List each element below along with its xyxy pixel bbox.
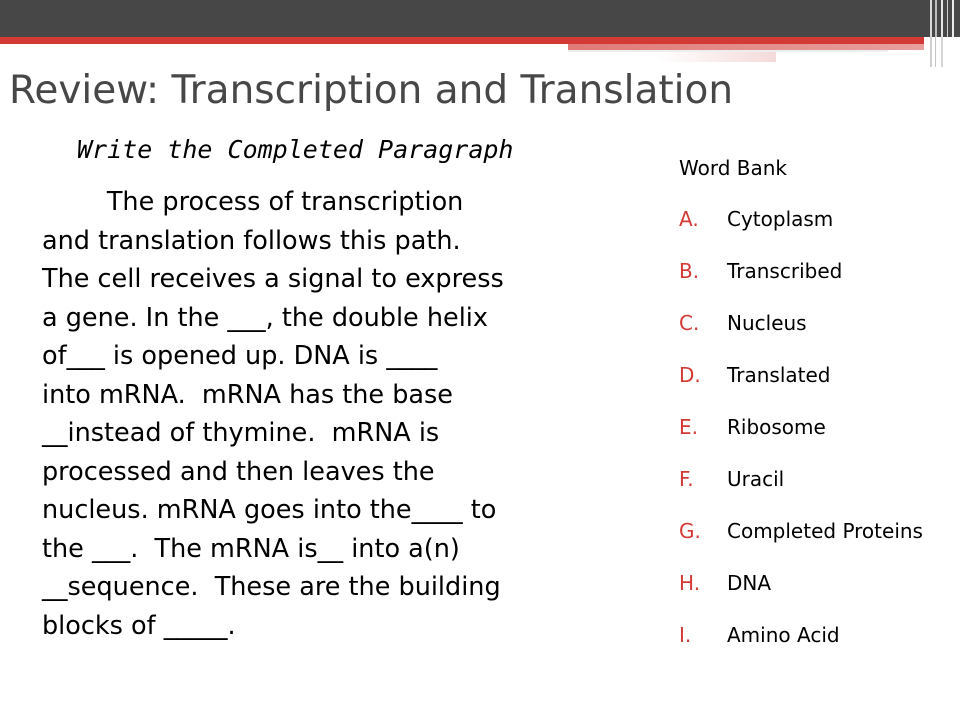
- word-bank-letter: D.: [679, 363, 701, 387]
- word-bank-word: Nucleus: [727, 311, 807, 335]
- word-bank-letter: A.: [679, 207, 699, 231]
- word-bank-word: Translated: [727, 363, 831, 387]
- word-bank-item: [679, 257, 923, 309]
- paragraph-line: nucleus. mRNA goes into the____ to: [42, 495, 497, 525]
- paragraph-line: into mRNA. mRNA has the base: [42, 379, 454, 410]
- word-bank-word: Completed Proteins: [727, 519, 923, 543]
- slide-subtitle: Write the Completed Paragraph: [77, 135, 514, 164]
- paragraph-line: processed and then leaves the: [42, 456, 435, 487]
- word-bank-letter: I.: [679, 623, 692, 647]
- accent-bar-tail: [656, 52, 776, 62]
- paragraph-line: blocks of _____.: [42, 610, 236, 641]
- word-bank-item: [679, 361, 923, 413]
- word-bank-word: Transcribed: [727, 259, 843, 283]
- word-bank-letter: B.: [679, 259, 700, 283]
- word-bank-word: Cytoplasm: [727, 207, 834, 231]
- paragraph-line: __sequence. These are the building: [42, 572, 501, 602]
- paragraph-line: __instead of thymine. mRNA is: [42, 418, 440, 448]
- header-bar: [0, 0, 960, 37]
- word-bank-word: Uracil: [727, 467, 785, 491]
- word-bank-word: Ribosome: [727, 415, 826, 439]
- word-bank-letter: H.: [679, 571, 701, 595]
- word-bank-item: [679, 413, 923, 465]
- word-bank-item: [679, 465, 923, 517]
- word-bank-title: Word Bank: [679, 156, 787, 180]
- word-bank-word: Amino Acid: [727, 623, 840, 647]
- paragraph: [42, 183, 622, 645]
- header-stripes-decoration: [924, 0, 960, 37]
- accent-bar: [0, 37, 924, 44]
- paragraph-line: The cell receives a signal to express: [42, 264, 504, 294]
- paragraph-line: and translation follows this path.: [42, 225, 461, 256]
- paragraph-line: The process of transcription: [42, 187, 464, 217]
- word-bank-letter: E.: [679, 415, 698, 439]
- paragraph-line: a gene. In the ___, the double helix: [42, 302, 488, 333]
- word-bank-letter: C.: [679, 311, 700, 335]
- paragraph-line: the ___. The mRNA is__ into a(n): [42, 533, 460, 564]
- word-bank-list: [679, 205, 923, 673]
- word-bank-item: [679, 621, 923, 673]
- word-bank-word: DNA: [727, 571, 772, 595]
- word-bank: [679, 153, 923, 673]
- paragraph-line: of___ is opened up. DNA is ____: [42, 341, 438, 371]
- word-bank-item: [679, 569, 923, 621]
- word-bank-item: [679, 309, 923, 361]
- word-bank-item: [679, 517, 923, 569]
- word-bank-letter: F.: [679, 467, 694, 491]
- header-stripes-lower-decoration: [924, 37, 960, 67]
- word-bank-letter: G.: [679, 519, 701, 543]
- slide-title: Review: Transcription and Translation: [9, 68, 734, 113]
- word-bank-item: [679, 205, 923, 257]
